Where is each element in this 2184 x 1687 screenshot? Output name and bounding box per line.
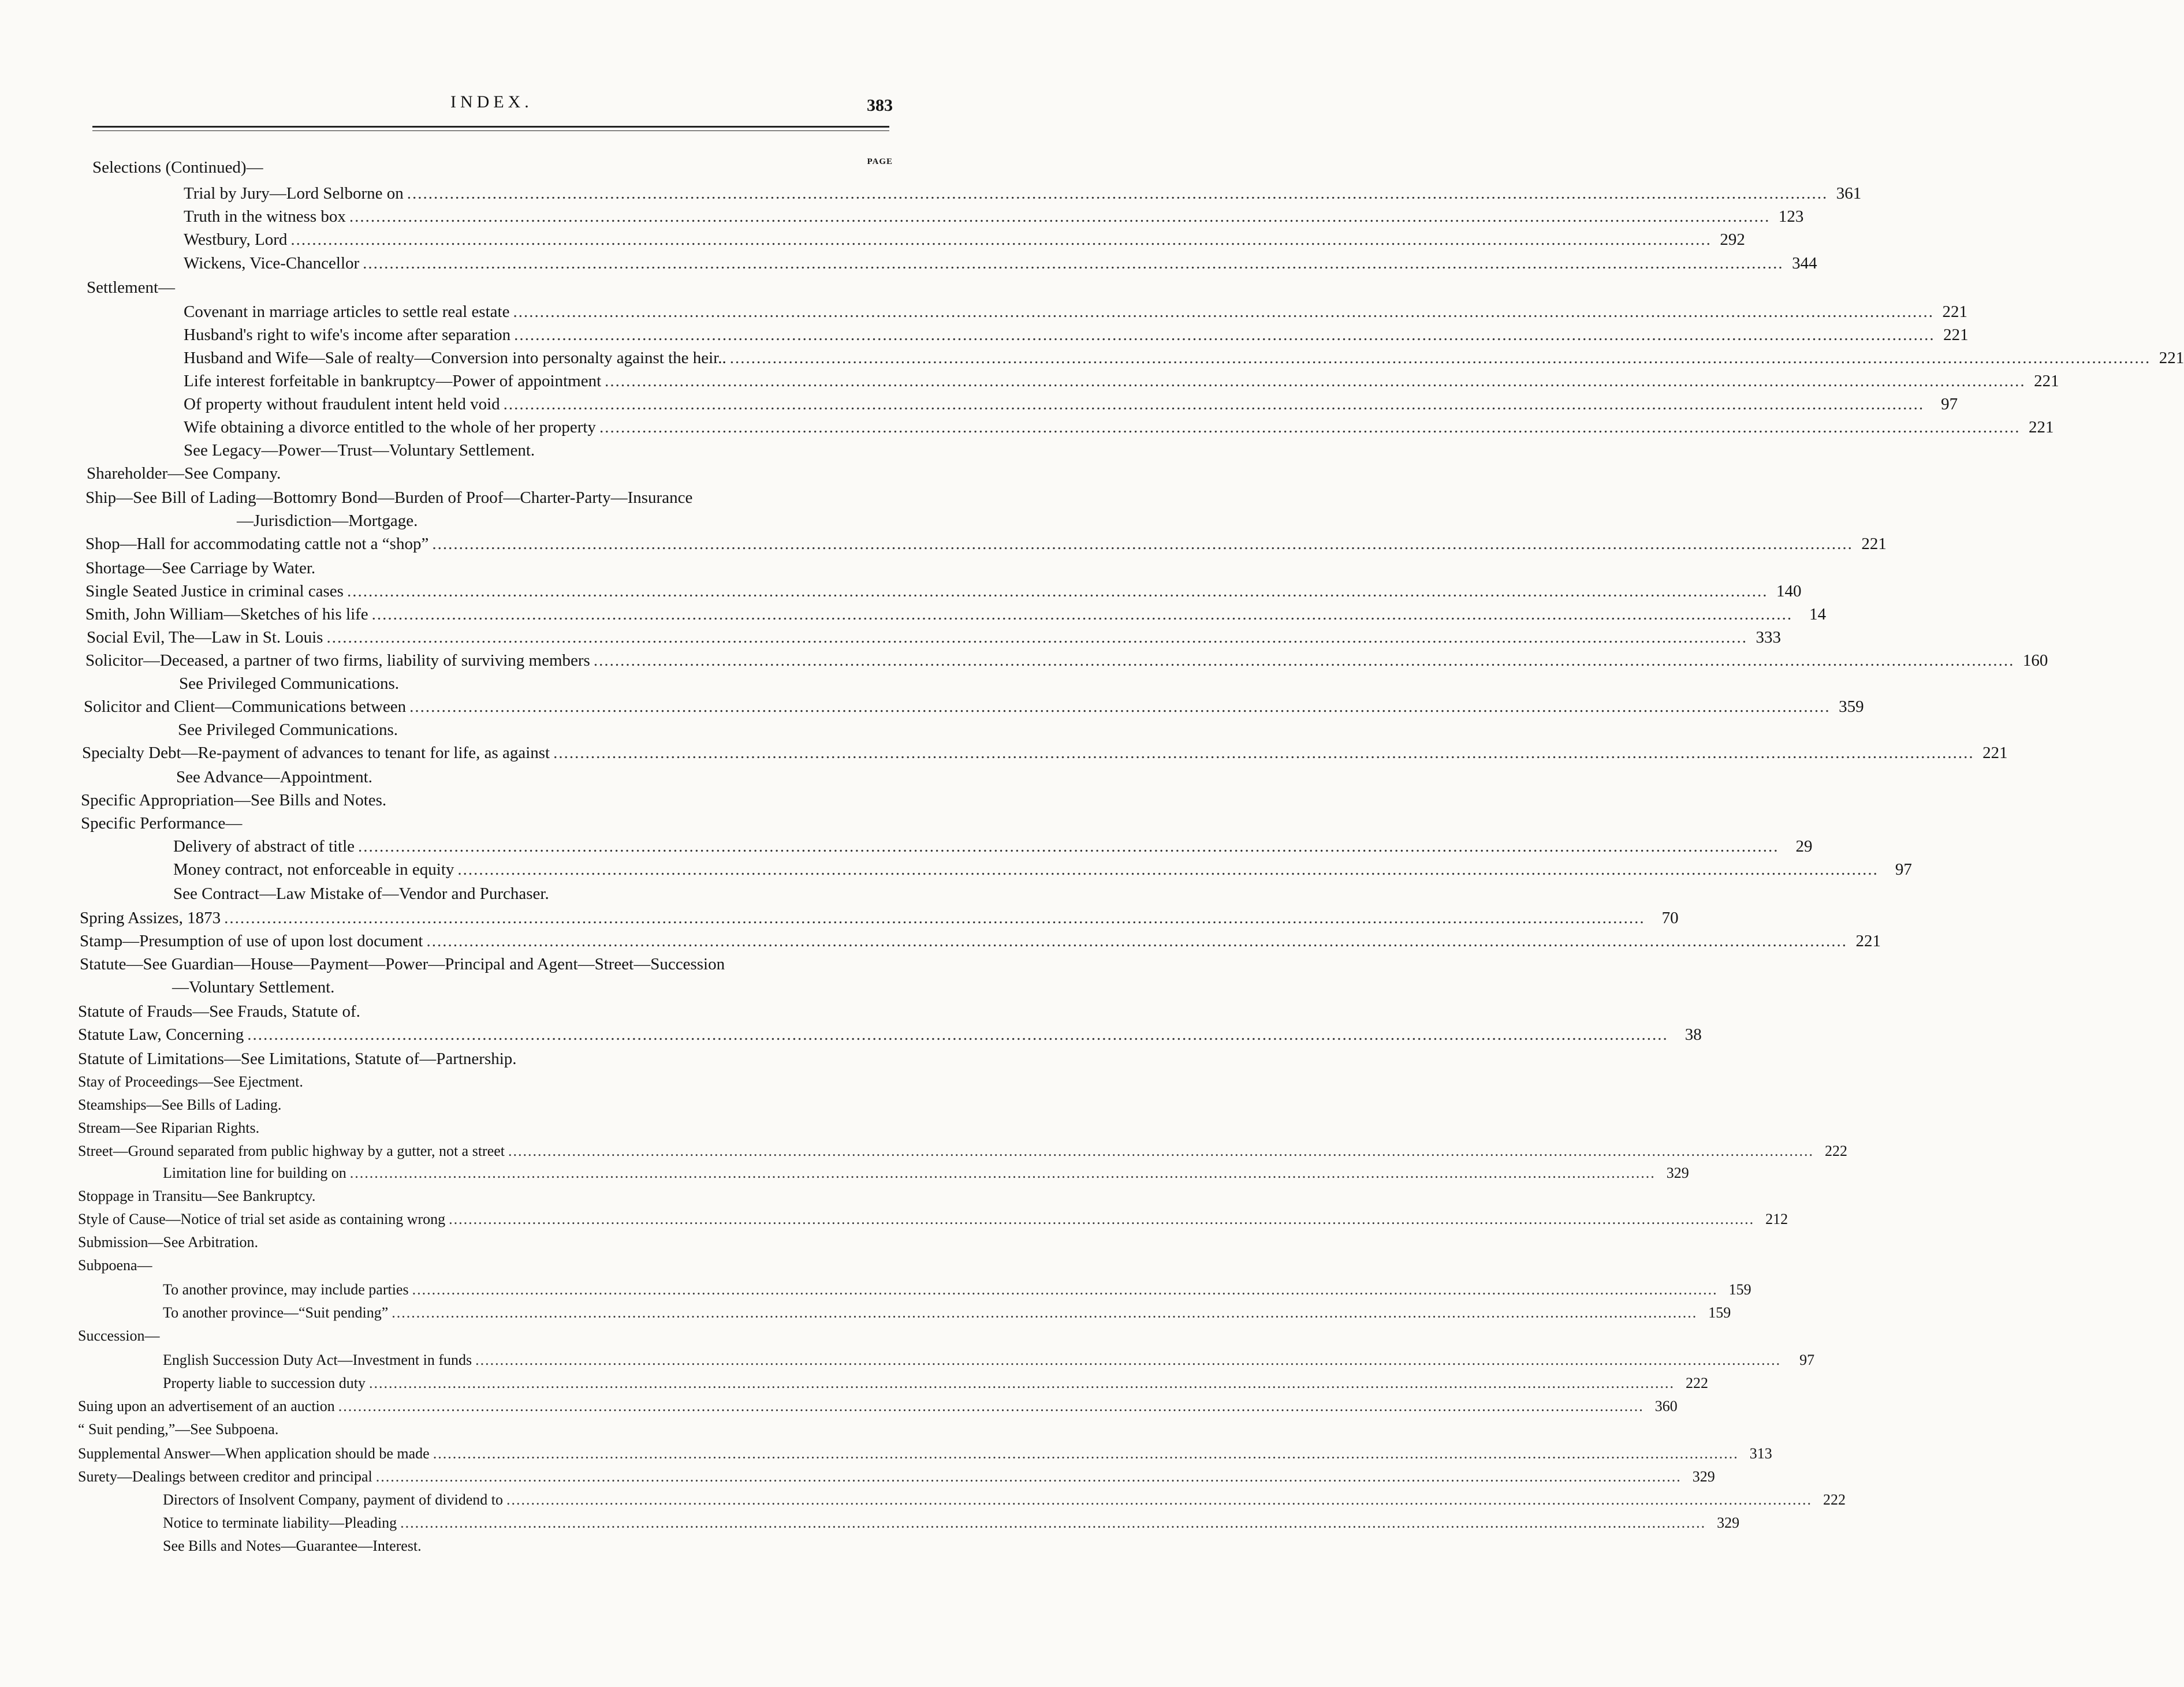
entry-page-number: 360 xyxy=(1654,1398,1678,1414)
entry-text: Solicitor—Deceased, a partner of two firms, liability of surviving members xyxy=(85,651,590,670)
entry-page-number: 329 xyxy=(1692,1468,1715,1485)
entry-page-number: 329 xyxy=(1717,1514,1740,1531)
index-entry-spring-assizes xyxy=(80,906,1679,930)
index-entry-to-another-province-parties xyxy=(163,1278,1751,1301)
index-entry-submission xyxy=(78,1231,884,1254)
entry-page-number: 123 xyxy=(1778,207,1804,226)
entry-text: Covenant in marriage articles to settle real estate xyxy=(184,303,510,321)
entry-text: Spring Assizes, 1873 xyxy=(80,909,221,927)
index-entry-delivery-of-abstract xyxy=(173,835,1813,858)
entry-text: Husband and Wife—Sale of realty—Conversion into personalty against the heir.. xyxy=(184,349,726,367)
entry-text: English Succession Duty Act—Investment in funds xyxy=(163,1352,472,1368)
index-entry-wife-obtaining-divorce xyxy=(184,416,2054,439)
page-column-label: PAGE xyxy=(867,157,893,166)
index-entry-suit-pending xyxy=(78,1418,884,1441)
entry-text: Selections (Continued)— xyxy=(92,158,263,177)
entry-page-number: 292 xyxy=(1720,230,1745,249)
entry-text: Statute Law, Concerning xyxy=(78,1025,244,1044)
entry-page-number: 29 xyxy=(1795,837,1813,856)
entry-text: Stamp—Presumption of use of upon lost document xyxy=(80,932,423,950)
dot-leader xyxy=(426,930,1847,953)
entry-text: —Voluntary Settlement. xyxy=(172,978,335,996)
entry-text: Westbury, Lord xyxy=(184,230,288,249)
entry-text: Notice to terminate liability—Pleading xyxy=(163,1514,397,1531)
index-entry-solicitor-client-see-privileged xyxy=(178,718,884,741)
entry-text: Life interest forfeitable in bankruptcy—Power of appointment xyxy=(184,372,602,390)
dot-leader xyxy=(358,835,1779,858)
index-entry-specific-appropriation xyxy=(81,789,884,812)
entry-text: Supplemental Answer—When application should be made xyxy=(78,1445,430,1462)
index-entry-see-bills-and-notes xyxy=(163,1535,884,1558)
entry-text: Trial by Jury—Lord Selborne on xyxy=(184,184,404,203)
dot-leader xyxy=(290,228,1712,251)
entry-text: Property liable to succession duty xyxy=(163,1375,366,1391)
entry-text: Suing upon an advertisement of an auction xyxy=(78,1398,335,1414)
entry-page-number: 221 xyxy=(1982,744,2008,762)
entry-page-number: 221 xyxy=(2028,418,2054,436)
dot-leader xyxy=(326,626,1747,649)
entry-page-number: 212 xyxy=(1765,1211,1788,1227)
entry-text: Delivery of abstract of title xyxy=(173,837,355,856)
index-entry-notice-to-terminate xyxy=(163,1511,1740,1535)
entry-text: Shareholder—See Company. xyxy=(87,464,281,483)
index-entry-ship xyxy=(85,486,884,509)
index-entry-husband-and-wife xyxy=(184,346,2184,370)
entry-page-number: 313 xyxy=(1749,1445,1772,1462)
entry-page-number: 160 xyxy=(2022,651,2048,670)
index-entry-supplemental-answer xyxy=(78,1442,1772,1465)
index-entry-specialty-debt xyxy=(82,741,2008,764)
dot-leader xyxy=(247,1023,1668,1046)
index-entry-westbury-lord xyxy=(184,228,1745,251)
index-entry-surety-dealings xyxy=(78,1465,1715,1488)
dot-leader xyxy=(409,695,1831,718)
index-entry-husbands-right xyxy=(184,323,1969,346)
index-entry-directors-of-insolvent xyxy=(163,1488,1846,1511)
entry-text: Settlement— xyxy=(87,278,176,297)
index-entry-smith-john-william xyxy=(85,603,1827,626)
index-entry-stream xyxy=(78,1117,884,1140)
entry-page-number: 221 xyxy=(2034,372,2059,390)
page-header xyxy=(92,92,893,127)
dot-leader xyxy=(504,393,1925,416)
index-entry-succession xyxy=(78,1324,884,1348)
index-entry-shortage xyxy=(85,557,884,580)
dot-leader xyxy=(449,1208,1754,1231)
index-entry-statute xyxy=(80,953,884,976)
dot-leader xyxy=(599,416,2021,439)
entry-page-number: 97 xyxy=(1895,860,1912,879)
entry-text: Statute of Limitations—See Limitations, Statute of—Partnership. xyxy=(78,1050,517,1068)
index-entry-shareholder xyxy=(87,462,884,485)
dot-leader xyxy=(349,205,1771,228)
index-entry-statute-of-frauds xyxy=(78,1000,884,1023)
entry-page-number: 14 xyxy=(1809,605,1827,624)
index-entry-style-of-cause xyxy=(78,1208,1788,1231)
entry-text: Husband's right to wife's income after separation xyxy=(184,326,511,344)
index-entry-stoppage-in-transitu xyxy=(78,1185,884,1208)
entry-text: Statute of Frauds—See Frauds, Statute of. xyxy=(78,1002,360,1021)
index-entry-selections xyxy=(92,156,884,179)
index-entry-street-ground-separated xyxy=(78,1140,1848,1163)
dot-leader xyxy=(376,1465,1682,1488)
index-entry-life-interest-forfeitable xyxy=(184,370,2059,393)
entry-page-number: 221 xyxy=(2159,349,2184,367)
entry-text: Solicitor and Client—Communications between xyxy=(84,697,407,716)
dot-leader xyxy=(553,741,1974,764)
entry-page-number: 333 xyxy=(1756,628,1781,647)
index-entry-money-contract xyxy=(173,858,1912,881)
dot-leader xyxy=(475,1349,1781,1372)
running-title: INDEX. xyxy=(450,92,533,111)
index-entry-see-legacy xyxy=(184,439,884,462)
header-rule-thick xyxy=(92,126,889,128)
index-entry-specific-performance xyxy=(81,812,884,835)
entry-page-number: 359 xyxy=(1839,697,1864,716)
entry-text: Money contract, not enforceable in equity xyxy=(173,860,454,879)
index-entry-subpoena xyxy=(78,1254,884,1277)
dot-leader xyxy=(369,1372,1675,1395)
entry-page-number: 221 xyxy=(1861,535,1887,553)
dot-leader xyxy=(338,1395,1644,1418)
index-entry-ship-continued xyxy=(237,509,884,532)
index-entry-solicitor-and-client xyxy=(84,695,1864,718)
entry-text: Stay of Proceedings—See Ejectment. xyxy=(78,1073,303,1090)
dot-leader xyxy=(506,1488,1812,1511)
dot-leader xyxy=(350,1162,1656,1185)
dot-leader xyxy=(432,532,1853,555)
entry-page-number: 361 xyxy=(1836,184,1862,203)
entry-page-number: 70 xyxy=(1661,909,1679,927)
entry-text: See Privileged Communications. xyxy=(179,674,399,693)
index-entry-settlement xyxy=(87,276,884,299)
entry-text: Shortage—See Carriage by Water. xyxy=(85,559,316,577)
index-entry-to-another-province-suit xyxy=(163,1301,1731,1324)
entry-text: See Legacy—Power—Trust—Voluntary Settlement. xyxy=(184,441,535,460)
entry-page-number: 221 xyxy=(1942,303,1967,321)
entry-text: Directors of Insolvent Company, payment of dividend to xyxy=(163,1491,503,1508)
dot-leader xyxy=(224,906,1645,930)
entry-text: Specific Appropriation—See Bills and Notes. xyxy=(81,791,387,809)
index-entry-single-seated-justice xyxy=(85,580,1802,603)
entry-text: See Privileged Communications. xyxy=(178,721,398,739)
index-entry-stay-of-proceedings xyxy=(78,1070,884,1093)
entry-text: —Jurisdiction—Mortgage. xyxy=(237,512,418,530)
header-rule-thin xyxy=(92,130,889,131)
dot-leader xyxy=(392,1301,1697,1324)
index-entry-see-advance xyxy=(176,766,884,789)
entry-text: See Bills and Notes—Guarantee—Interest. xyxy=(163,1537,422,1554)
entry-page-number: 38 xyxy=(1684,1025,1702,1044)
entry-page-number: 222 xyxy=(1685,1375,1708,1391)
index-entry-solicitor-see-privileged xyxy=(179,672,884,695)
entry-text: Of property without fraudulent intent held void xyxy=(184,395,500,413)
dot-leader xyxy=(363,252,1784,275)
dot-leader xyxy=(508,1140,1814,1163)
index-entry-see-contract xyxy=(173,882,884,905)
entry-text: Steamships—See Bills of Lading. xyxy=(78,1096,282,1113)
index-entry-statute-continued xyxy=(172,976,884,999)
index-entry-social-evil xyxy=(87,626,1781,649)
entry-text: Wife obtaining a divorce entitled to the whole of her property xyxy=(184,418,596,436)
index-entry-shop xyxy=(85,532,1887,555)
entry-page-number: 97 xyxy=(1941,395,1958,413)
dot-leader xyxy=(407,182,1828,205)
entry-text: Truth in the witness box xyxy=(184,207,346,226)
index-entry-statute-of-limitations xyxy=(78,1047,884,1070)
entry-text: Shop—Hall for accommodating cattle not a “shop” xyxy=(85,535,429,553)
entry-text: Street—Ground separated from public highway by a gutter, not a street xyxy=(78,1143,505,1159)
entry-text: Submission—See Arbitration. xyxy=(78,1234,258,1251)
index-entry-covenant-marriage-articles xyxy=(184,300,1967,323)
index-entry-steamships xyxy=(78,1093,884,1117)
entry-text: To another province, may include parties xyxy=(163,1281,409,1298)
entry-text: Subpoena— xyxy=(78,1257,152,1274)
entry-page-number: 221 xyxy=(1855,932,1881,950)
entry-text: See Contract—Law Mistake of—Vendor and Purchaser. xyxy=(173,884,549,903)
dot-leader xyxy=(372,603,1793,626)
dot-leader xyxy=(433,1442,1739,1465)
entry-page-number: 140 xyxy=(1776,582,1802,600)
entry-text: Social Evil, The—Law in St. Louis xyxy=(87,628,323,647)
dot-leader xyxy=(730,346,2151,370)
entry-text: Smith, John William—Sketches of his life xyxy=(85,605,368,624)
index-entry-english-succession-duty xyxy=(163,1349,1815,1372)
entry-text: Specialty Debt—Re-payment of advances to tenant for life, as against xyxy=(82,744,550,762)
entry-page-number: 159 xyxy=(1728,1281,1751,1298)
dot-leader xyxy=(347,580,1768,603)
dot-leader xyxy=(513,300,1934,323)
index-entry-solicitor-deceased xyxy=(85,649,2048,672)
index-entry-limitation-line xyxy=(163,1162,1689,1185)
index-entry-of-property-without-fraudulent xyxy=(184,393,1958,416)
entry-text: To another province—“Suit pending” xyxy=(163,1304,389,1321)
entry-text: Style of Cause—Notice of trial set aside as containing wrong xyxy=(78,1211,446,1227)
dot-leader xyxy=(412,1278,1718,1301)
page-number: 383 xyxy=(867,96,893,115)
entry-text: “ Suit pending,”—See Subpoena. xyxy=(78,1421,279,1438)
index-entry-suing-upon-advertisement xyxy=(78,1395,1678,1418)
entry-page-number: 159 xyxy=(1708,1304,1731,1321)
entry-text: Surety—Dealings between creditor and principal xyxy=(78,1468,372,1485)
entry-text: Succession— xyxy=(78,1327,160,1344)
entry-page-number: 97 xyxy=(1799,1352,1815,1368)
entry-text: Stoppage in Transitu—See Bankruptcy. xyxy=(78,1188,316,1204)
index-entry-property-liable xyxy=(163,1372,1708,1395)
dot-leader xyxy=(400,1511,1706,1535)
index-entry-wickens-vice-chancellor xyxy=(184,252,1817,275)
index-entry-trial-by-jury xyxy=(184,182,1862,205)
entry-text: Specific Performance— xyxy=(81,814,243,833)
dot-leader xyxy=(594,649,2015,672)
entry-page-number: 221 xyxy=(1943,326,1969,344)
index-entry-stamp xyxy=(80,930,1881,953)
entry-page-number: 222 xyxy=(1823,1491,1846,1508)
entry-page-number: 329 xyxy=(1666,1165,1689,1181)
index-entry-statute-law-concerning xyxy=(78,1023,1702,1046)
dot-leader xyxy=(605,370,2026,393)
entry-page-number: 222 xyxy=(1825,1143,1848,1159)
entry-page-number: 344 xyxy=(1792,254,1817,273)
index-entry-truth-in-witness-box xyxy=(184,205,1804,228)
entry-text: Ship—See Bill of Lading—Bottomry Bond—Burden of Proof—Charter-Party—Insurance xyxy=(85,488,693,507)
entry-text: See Advance—Appointment. xyxy=(176,768,372,786)
dot-leader xyxy=(514,323,1935,346)
entry-text: Statute—See Guardian—House—Payment—Power—Principal and Agent—Street—Succession xyxy=(80,955,725,973)
entry-text: Limitation line for building on xyxy=(163,1165,346,1181)
entry-text: Stream—See Riparian Rights. xyxy=(78,1119,260,1136)
entry-text: Single Seated Justice in criminal cases xyxy=(85,582,344,600)
entry-text: Wickens, Vice-Chancellor xyxy=(184,254,360,273)
dot-leader xyxy=(457,858,1879,881)
